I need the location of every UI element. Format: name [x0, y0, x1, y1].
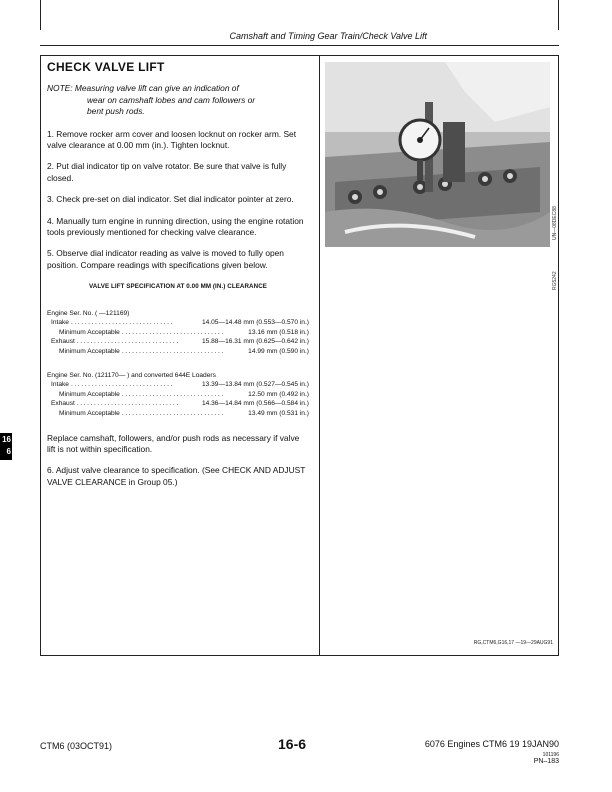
step-1: 1. Remove rocker arm cover and loosen locknut on rocker arm. Set valve clearance at 0.00 mm (in.). Tighten locknut. [47, 128, 297, 151]
frame-line-right [558, 0, 559, 30]
engine-photo-drawing [325, 62, 550, 247]
note [47, 83, 309, 117]
step-4: 4. Manually turn engine in running direction, using the engine rotation tools previously mentioned for checking valve clearance. [47, 215, 304, 238]
spec-row: Intake .............................. 13.39—13.84 mm (0.527—0.545 in.) [51, 381, 309, 389]
step-2: 2. Put dial indicator tip on valve rotator. Be sure that valve is fully closed. [47, 161, 287, 183]
note-line-1: Measuring valve lift can give an indication of [74, 83, 239, 94]
page-number: 16-6 [278, 736, 307, 752]
column-divider [319, 55, 320, 656]
footer-manual-id: CTM6 (03OCT91) [40, 741, 113, 751]
text-column [47, 62, 309, 498]
spec-group-header: Engine Ser. No. (121170— ) and converted 644E Loaders [47, 371, 216, 379]
section-title: CHECK VALVE LIFT [47, 60, 165, 74]
footer-pn: PN–183 [533, 758, 559, 765]
spec-row: Minimum Acceptable .............................. 14.99 mm (0.590 in.) [59, 348, 309, 356]
step-3: 3. Check pre-set on dial indicator. Set dial indicator pointer at zero. [47, 194, 294, 205]
step-6: 6. Adjust valve clearance to specification. (See CHECK AND ADJUST VALVE CLEARANCE in Group 05.) [47, 465, 306, 487]
note-line-2: wear on camshaft lobes and cam followers or [87, 94, 256, 105]
spec-row: Exhaust .............................. 14.36—14.84 mm (0.566—0.584 in.) [51, 400, 309, 408]
tab-line-2: 6 [6, 447, 11, 456]
spec-group-header: Engine Ser. No. ( —121169) [47, 309, 130, 317]
step-5: 5. Observe dial indicator reading as valve is moved to fully open position. Compare readings with specifications given below. [47, 248, 284, 270]
note-label: NOTE: [47, 83, 73, 94]
spec-group-1 [47, 309, 309, 357]
photo-figure-number: RG5242 [552, 271, 558, 290]
engine-dial-indicator-photo [325, 62, 550, 247]
footer-small-code: 101196 [542, 752, 559, 758]
photo-side-code: UN—08DEC88 [552, 206, 558, 240]
reference-code: RG,CTM6,G16,17 —19—29AUG91 [473, 640, 553, 646]
spec-row: Minimum Acceptable .............................. 13.49 mm (0.531 in.) [59, 410, 309, 418]
spec-row: Minimum Acceptable .............................. 12.50 mm (0.492 in.) [59, 390, 309, 398]
frame-line-left [40, 0, 41, 30]
spec-group-2 [47, 371, 309, 419]
spec-row: Exhaust .............................. 15.88—16.31 mm (0.625—0.642 in.) [51, 338, 309, 346]
running-head: Camshaft and Timing Gear Train/Check Valve Lift [229, 31, 427, 41]
tab-line-1: 16 [2, 435, 11, 444]
header-rule [40, 45, 559, 46]
spec-row: Minimum Acceptable .............................. 13.16 mm (0.518 in.) [59, 328, 309, 336]
spec-row: Intake .............................. 14.05—14.48 mm (0.553—0.570 in.) [51, 319, 309, 327]
footer-engine-info: 6076 Engines CTM6 19 19JAN90 [424, 739, 559, 749]
section-tab [0, 433, 12, 460]
spec-heading: VALVE LIFT SPECIFICATION AT 0.00 MM (IN.) CLEARANCE [88, 283, 267, 291]
note-line-3: bent push rods. [87, 106, 145, 117]
closing-paragraph: Replace camshaft, followers, and/or push rods as necessary if valve lift is not within specification. [47, 432, 300, 455]
